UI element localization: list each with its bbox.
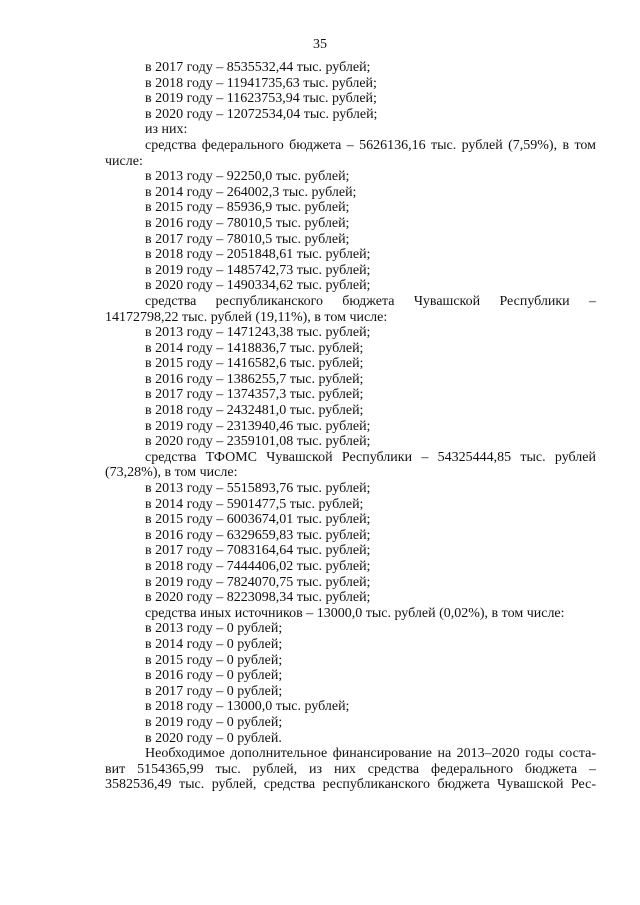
text-line: 14172798,22 тыс. рублей (19,11%), в том числе:	[105, 309, 388, 325]
text-line: в 2018 году – 2432481,0 тыс. рублей;	[145, 403, 364, 419]
text-line: в 2016 году – 0 рублей;	[145, 668, 283, 684]
text-line: в 2020 году – 8223098,34 тыс. рублей;	[145, 590, 371, 606]
text-line: в 2020 году – 1490334,62 тыс. рублей;	[145, 278, 371, 294]
text-line: в 2020 году – 12072534,04 тыс. рублей;	[145, 106, 378, 122]
text-line: в 2019 году – 1485742,73 тыс. рублей;	[145, 262, 371, 278]
text-line: в 2014 году – 264002,3 тыс. рублей;	[145, 184, 357, 200]
text-line: средства иных источников – 13000,0 тыс. рублей (0,02%), в том числе:	[145, 605, 565, 621]
text-line: в 2015 году – 6003674,01 тыс. рублей;	[145, 512, 371, 528]
text-line: в 2017 году – 0 рублей;	[145, 683, 283, 699]
text-line: в 2014 году – 1418836,7 тыс. рублей;	[145, 340, 364, 356]
text-line: в 2017 году – 78010,5 тыс. рублей;	[145, 231, 350, 247]
text-line: в 2019 году – 7824070,75 тыс. рублей;	[145, 574, 371, 590]
text-line: в 2018 году – 7444406,02 тыс. рублей;	[145, 559, 371, 574]
text-line: в 2016 году – 6329659,83 тыс. рублей;	[145, 527, 371, 543]
text-line: в 2019 году – 2313940,46 тыс. рублей;	[145, 418, 371, 434]
text-line: Необходимое дополнительное финансирование на 2013–2020 годы соста-	[145, 746, 596, 762]
text-line: в 2017 году – 1374357,3 тыс. рублей;	[145, 387, 364, 403]
text-line: средства республиканского бюджета Чувашской Республики –	[145, 293, 596, 309]
text-line: в 2013 году – 1471243,38 тыс. рублей;	[145, 325, 371, 341]
text-line: в 2018 году – 13000,0 тыс. рублей;	[145, 699, 350, 715]
text-line: из них:	[145, 122, 188, 138]
text-line: в 2020 году – 0 рублей.	[145, 730, 282, 746]
text-line: в 2013 году – 0 рублей;	[145, 621, 283, 637]
text-line: в 2015 году – 85936,9 тыс. рублей;	[145, 200, 350, 216]
text-line: в 2016 году – 78010,5 тыс. рублей;	[145, 215, 350, 231]
text-line: средства федерального бюджета – 5626136,16 тыс. рублей (7,59%), в том	[145, 137, 596, 153]
text-line: в 2016 году – 1386255,7 тыс. рублей;	[145, 371, 364, 387]
text-line: в 2014 году – 0 рублей;	[145, 636, 283, 652]
text-line: вит 5154365,99 тыс. рублей, из них средства федерального бюджета –	[105, 761, 596, 777]
text-line: в 2013 году – 92250,0 тыс. рублей;	[145, 169, 350, 185]
text-line: в 2014 году – 5901477,5 тыс. рублей;	[145, 496, 364, 512]
document-body	[105, 60, 596, 793]
page-number: 35	[313, 37, 327, 52]
text-line: средства ТФОМС Чувашской Республики – 54325444,85 тыс. рублей	[145, 449, 596, 465]
text-line: числе:	[105, 153, 143, 169]
text-line: 3582536,49 тыс. рублей, средства республиканского бюджета Чувашской Рес-	[105, 777, 596, 793]
text-line: в 2015 году – 0 рублей;	[145, 652, 283, 668]
text-line: в 2018 году – 2051848,61 тыс. рублей;	[145, 247, 371, 263]
text-line: в 2013 году – 5515893,76 тыс. рублей;	[145, 481, 371, 497]
text-line: в 2020 году – 2359101,08 тыс. рублей;	[145, 434, 371, 450]
text-line: в 2017 году – 7083164,64 тыс. рублей;	[145, 543, 371, 559]
text-line: в 2017 году – 8535532,44 тыс. рублей;	[145, 60, 371, 75]
text-line: (73,28%), в том числе:	[105, 465, 238, 481]
text-line: в 2019 году – 0 рублей;	[145, 714, 283, 730]
text-line: в 2015 году – 1416582,6 тыс. рублей;	[145, 356, 364, 372]
text-line: в 2018 году – 11941735,63 тыс. рублей;	[145, 75, 377, 91]
text-line: в 2019 году – 11623753,94 тыс. рублей;	[145, 91, 377, 107]
